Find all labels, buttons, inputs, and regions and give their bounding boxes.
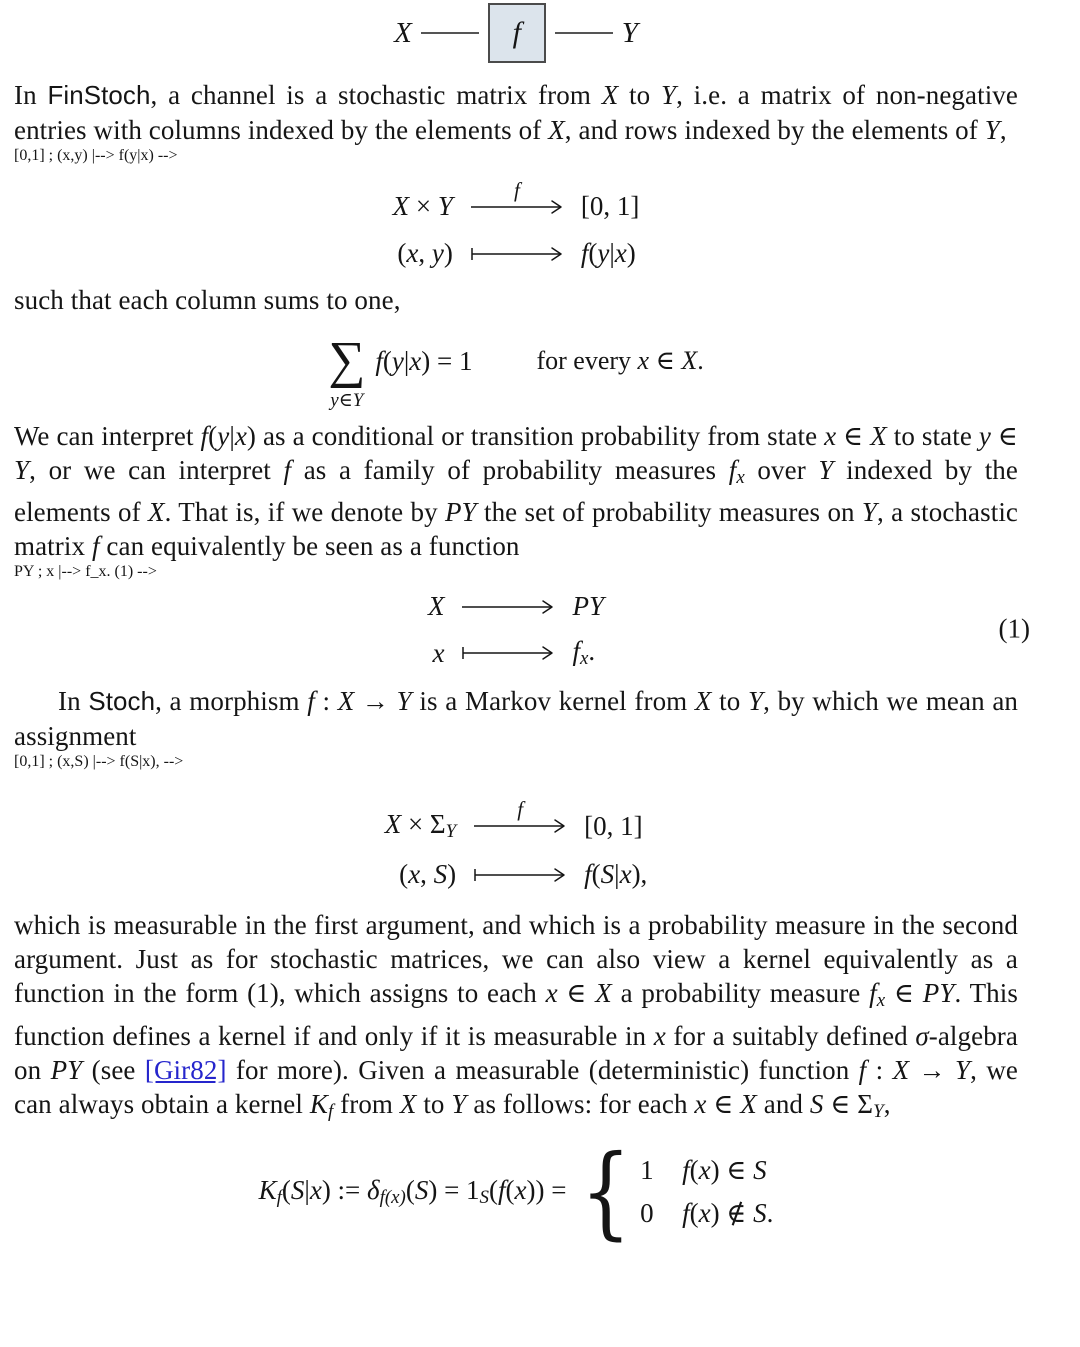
string-diagram [14,2,1018,64]
equation-number: (1) [998,613,1030,644]
equation-1-wrapper [14,587,1030,670]
equation-function-form [428,587,604,670]
cases-brace: { [580,1132,632,1250]
equation-lhs: (x, S) [399,859,457,890]
right-arrow-icon [469,177,565,216]
paragraph-measurability: which is measurable in the first argument, and which is a probability measure in the second argument. Just as for stochastic matrices, we can also view a kernel equivalently as a function in the form (1), which assigns to each x ∈ X a probability measure fx ∈ PY. This function defines a kernel if and only if it is measurable in x for a suitably defined σ-algebra on PY (see [Gir82] for more). Given a measurable (deterministic) function f : X → Y, we can always obtain a kernel Kf from X to Y as follows: for each x ∈ X and S ∈ ΣY, [14,910,1019,1122]
equation-lhs: x [432,637,445,668]
wire-right [555,32,613,34]
equation-lhs: (x, y) [397,238,453,268]
equation-rhs: [0, 1] [584,810,643,841]
equation-lhs: X × Y [392,191,453,221]
equation-rhs: f(y|x) [580,238,636,268]
equation-rhs: fx. [572,636,596,670]
equation-rhs: PY [572,591,604,622]
summation-subscript: y∈Y [330,390,364,411]
right-arrow-icon [472,797,568,835]
equation-column-sum [14,332,1018,413]
paragraph-stoch-morphism: In Stoch, a morphism f : X → Y is a Markov kernel from X to Y, by which we mean an assignment [14,686,1019,752]
arrow-label-f: f [513,177,520,202]
paper-page: X f Y In FinStoch, a channel is a stochastic matrix from X to Y, i.e. a matrix of non-negative entries with columns indexed by the elements of X, and rows indexed by the elements of Y, [0,1] ; (x,y) |--> f(y|x) --> X × Y f [0, 1] (x, y) f(y|x) such that each column sums to one, ∑ y∈Y f(y|x) = 1 for every x ∈ X. We can interpret f(y|x) as a conditional or transition probability from state x ∈ X to state y ∈ Y, or we can interpret f as a family of probability measures fx over Y indexed by the elements of X. That is, if we denote by PY the set of probability measures on Y, a stochastic matrix f can equivalently be seen as a function PY ; x |--> f_x. (1) --> X PY x fx. (1) In Stoch, a morphism f : X → Y is a Markov kernel from X to Y, by which we mean an assignment [0,1] ; (x,S) |--> f(S|x), --> X × ΣY f [0, 1] (x, S) f(S|x), which is measurable in the first argument, and which is a probability measure in the second argument. Just as for stochastic matrices, we can also view a kernel equivalently as a function in the form (1), which assigns to each x ∈ X a probability measure fx ∈ PY. This function defines a kernel if and only if it is measurable in x for a suitably defined σ-algebra on PY (see [Gir82] for more). Given a measurable (deterministic) function f : X → Y, we can always obtain a kernel Kf from X to Y as follows: for each x ∈ X and S ∈ ΣY, Kf(S|x) := δf(x)(S) = 1S(f(x)) = { 1 f(x) ∈ S 0 f(x) ∉ S. [0,0,1080,1237]
equation-dirac-kernel [14,1132,1018,1250]
diagram-input-label: X [394,16,412,49]
equation-markov-kernel [385,789,648,890]
equation-lhs: X [427,591,445,622]
case-row: 0 f(x) ∉ S. [640,1197,774,1228]
equation-lhs: X × ΣY [384,809,457,843]
mapsto-arrow-icon [469,245,565,263]
diagram-box-f: f [488,3,546,63]
equation-lhs: Kf(S|x) := δf(x)(S) = 1S(f(x)) = [258,1174,567,1208]
case-row: 1 f(x) ∈ S [640,1154,767,1185]
cases-rows [640,1155,773,1229]
right-arrow-icon [460,598,556,616]
summation-body: f(y|x) = 1 [375,345,473,376]
equation-rhs: f(S|x), [584,859,648,890]
paragraph-column-sums: such that each column sums to one, [14,285,401,315]
paragraph-finstoch-channel: In FinStoch, a channel is a stochastic matrix from X to Y, i.e. a matrix of non-negative entries with columns indexed by the elements of X, and rows indexed by the elements of Y, [14,80,1018,145]
summation-condition: for every x ∈ X. [536,346,704,375]
equation-rhs: [0, 1] [580,191,640,221]
mapsto-arrow-icon [460,644,556,662]
citation-gir82[interactable]: [Gir82] [144,1054,227,1085]
paragraph-interpretation: We can interpret f(y|x) as a conditional or transition probability from state x ∈ X to state y ∈ Y, or we can interpret f as a family of probability measures fx over Y indexed by the elements of X. That is, if we denote by PY the set of probability measures on Y, a stochastic matrix f can equivalently be seen as a function [14,421,1019,562]
wire-left [421,32,479,34]
arrow-label-f: f [517,797,524,822]
diagram-output-label: Y [621,16,638,49]
equation-stochastic-matrix [393,171,640,269]
mapsto-arrow-icon [472,866,568,884]
summation-symbol: ∑ y∈Y [328,332,366,411]
